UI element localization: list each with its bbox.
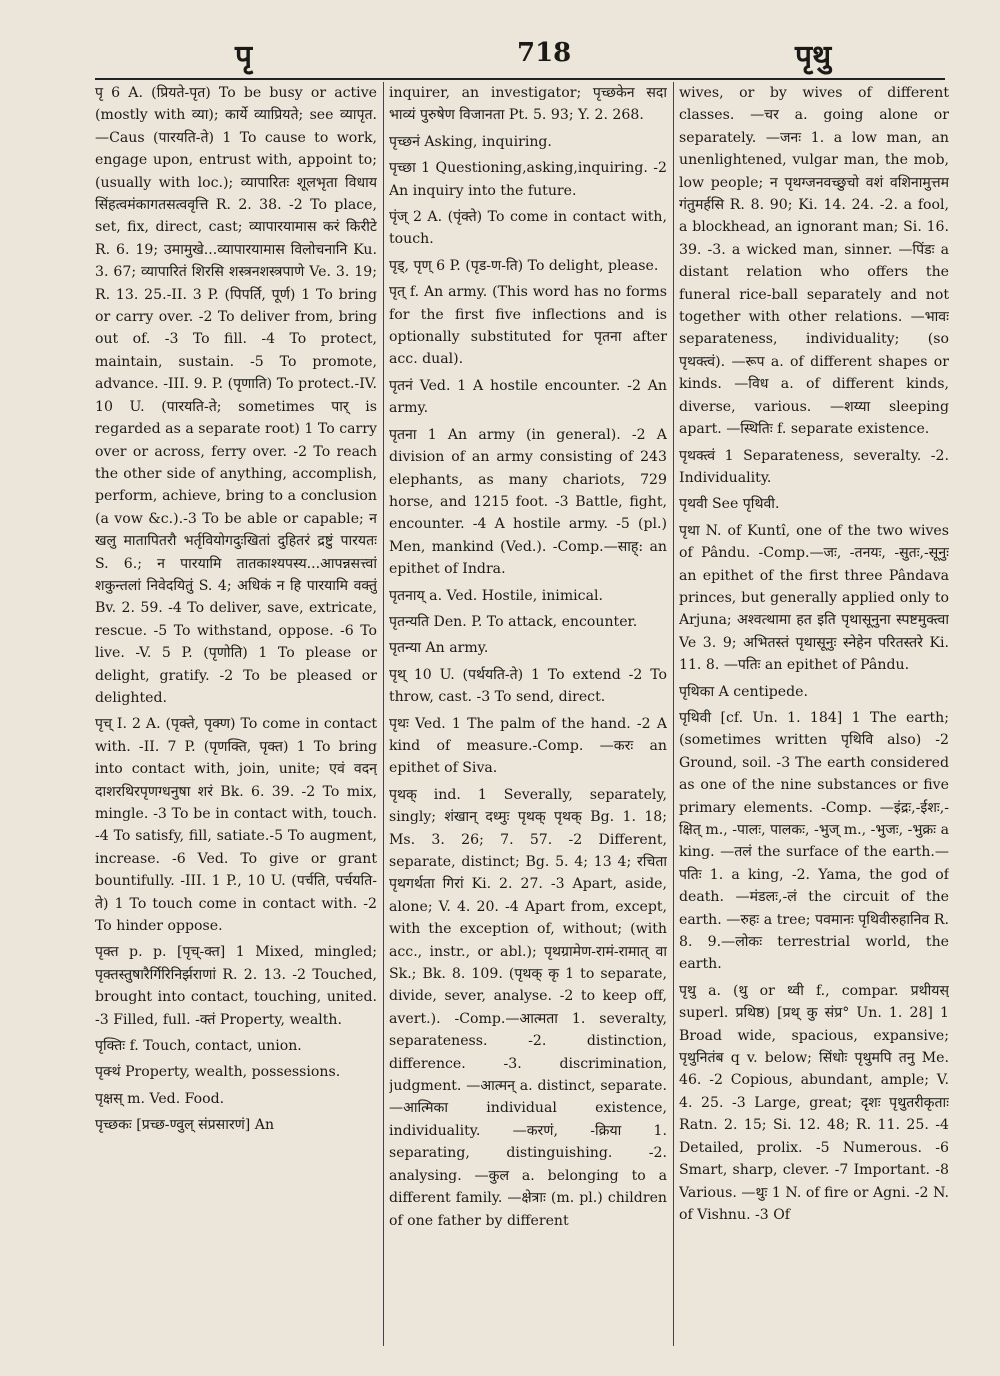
entry: पृड्, पृण् 6 P. (पृड-ण-ति) To delight, please.	[389, 257, 659, 274]
entry: पृ 6 A. (प्रियते-पृत) To be busy or active (mostly with व्या); कार्ये व्याप्रियते; see व्यापृत.—Caus (पारयति-ते) 1 To cause to work, engage upon, entrust with, appoint to; (usually with loc.); व्यापारितः शूलभृता विधाय सिंहत्वमंकागतसत्ववृत्ति R. 2. 38. -2 To place, set, fix, direct, cast; व्यापारयामास करं किरीटे R. 6. 19; उमामुखे...व्यापारयामास विलोचनानि Ku. 3. 67; व्यापारितं शिरसि शस्त्रनशस्त्रपाणे Ve. 3. 19; R. 13. 25.-II. 3 P. (पिपर्ति, पूर्ण) 1 To bring or carry over. -2 To deliver from, bring out of. -3 To fill. -4 To protect, maintain, sustain. -5 To promote, advance. -III. 9. P. (पृणाति) To protect.-IV. 10 U. (पारयति-ते; sometimes पार् is regarded as a separate root) 1 To carry over or across, ferry over. -2 To reach the other side of anything, accomplish, perform, achieve, bring to a conclusion (a vow &c.).-3 To be able or capable; न खलु मातापितरौ भर्तृवियोगदुःखितां दुहितरं द्रष्टुं पारयतः S. 6.; न पारयामि तातकाश्यपस्य...आपन्नसत्त्वां शकुन्तलां निवेदयितुं S. 4; अधिकं न हि पारयामि वक्तुं Bv. 2. 59. -4 To deliver, save, extricate, rescue. -5 To withstand, oppose. -6 To live. -V. 5 P. (पृणोति) 1 To please or delight, gratify. -2 To be pleased or delighted.	[95, 85, 377, 706]
right-guide-word: पृथु	[795, 39, 832, 74]
entry: inquirer, an investigator; पृच्छकेन सदा भाव्यं पुरुषेण विजानता Pt. 5. 93; Y. 2. 268.	[389, 85, 667, 124]
entry: पृक्थं Property, wealth, possessions.	[95, 1064, 341, 1081]
entry: पृथा N. of Kuntî, one of the two wives of Pându. -Comp.—जः, -तनयः, -सुतः,-सूनुः an epithet of the first three Pândava princes, but generally applied only to Arjuna; अश्वत्थामा हत इति पृथासूनुना स्पष्टमुक्त्वा Ve 3. 9; अभितस्तं पृथासूनुः स्नेहेन परितस्तरे Ki. 11. 8. —पतिः an epithet of Pându.	[679, 522, 949, 674]
column-divider	[383, 82, 384, 1346]
entry: पृतन्यति Den. P. To attack, encounter.	[389, 613, 638, 630]
entry: पृतन्या An army.	[389, 640, 489, 657]
entry: पृथक्त्वं 1 Separateness, severalty. -2. Individuality.	[679, 447, 949, 486]
entry: पृच्छकः [प्रच्छ-ण्वुल् संप्रसारणं] An	[95, 1117, 275, 1134]
entry: पृक्षस् m. Ved. Food.	[95, 1090, 225, 1107]
entry: पृतनाय् a. Ved. Hostile, inimical.	[389, 587, 603, 604]
column-divider	[673, 82, 674, 1346]
page-number: 718	[517, 38, 572, 68]
entry: पृत् f. An army. (This word has no forms for the first five inflections and is optionally substituted for पृतना after acc. dual).	[389, 284, 667, 368]
column-3	[679, 82, 949, 1346]
column-2	[389, 82, 667, 1346]
entry: wives, or by wives of different classes. —चर a. going alone or separately. —जनः 1. a low man, an unenlightened, vulgar man, the mob, low people; न पृथग्जनवच्छुचो वशं वशिनामुत्तम गंतुमर्हसि R. 8. 90; Ki. 14. 24. -2. a fool, a blockhead, an ignorant man; Si. 16. 39. -3. a wicked man, sinner. —पिंडः a distant relation who offers the funeral rice-ball separately and not together with other relations. —भावः separateness, individuality; (so पृथक्त्वं). —रूप a. of different shapes or kinds. —विध a. of different kinds, diverse, various. —शय्या sleeping apart. —स्थितिः f. separate existence.	[679, 85, 949, 438]
entry: पृतना 1 An army (in general). -2 A division of an army consisting of 243 elephants, as many chariots, 729 horse, and 1215 foot. -3 Battle, fight, encounter. -4 A hostile army. -5 (pl.) Men, mankind (Ved.). -Comp.—साह्: an epithet of Indra.	[389, 426, 667, 578]
entry: पृथिका A centipede.	[679, 683, 808, 700]
entry: पृतनं Ved. 1 A hostile encounter. -2 An army.	[389, 377, 667, 417]
entry: पृथः Ved. 1 The palm of the hand. -2 A kind of measure.-Comp. —करः an epithet of Siva.	[389, 715, 667, 777]
entry: पृक्त p. p. [पृच्-क्त] 1 Mixed, mingled; पृक्तस्तुषारैर्गिरिनिर्झराणां R. 2. 13. -2 Touched, brought into contact, touching, united. -3 Filled, full. -क्तं Property, wealth.	[95, 944, 377, 1028]
page-header	[95, 28, 945, 76]
entry: पृंज् 2 A. (पृंक्ते) To come in contact with, touch.	[389, 209, 667, 248]
header-rule	[95, 78, 945, 80]
entry: पृच्छा 1 Questioning,asking,inquiring. -2 An inquiry into the future.	[389, 160, 667, 199]
entry: पृच्छनं Asking, inquiring.	[389, 133, 552, 150]
left-guide-word: पृ	[235, 39, 253, 74]
entry: पृथु a. (थु or थ्वी f., compar. प्रथीयस् superl. प्रथिष्ठ) [प्रथ् कु संप्र° Un. 1. 28] 1 Broad wide, spacious, expansive; पृथुनितंब q v. below; सिंधोः पृथुमपि तनु Me. 46. -2 Copious, abundant, ample; V. 4. 25. -3 Large, great; दृशः पृथुतरीकृताः Ratn. 2. 15; Si. 12. 48; R. 11. 25. -4 Detailed, prolix. -5 Numerous. -6 Smart, sharp, clever. -7 Important. -8 Various. —थुः 1 N. of fire or Agni. -2 N. of Vishnu. -3 Of	[679, 982, 949, 1223]
entry: पृथक् ind. 1 Severally, separately, singly; शंखान् दध्मुः पृथक् पृथक् Bg. 1. 18; Ms. 3. 26; 7. 57. -2 Different, separate, distinct; Bg. 5. 4; 13 4; रचिता पृथगर्थता गिरां Ki. 2. 27. -3 Apart, aside, alone; V. 4. 20. -4 Apart from, except, with the exception of, without; (with acc., instr., or abl.); पृथग्रामेण-रामं-रामात् वा Sk.; Bk. 8. 109. (पृथक् कृ 1 to separate, divide, sever, analyse. -2 to keep off, avert.). -Comp.—आत्मता 1. severalty, separateness. -2. distinction, difference. -3. discrimination, judgment. —आत्मन् a. distinct, separate.—आत्मिका individual existence, individuality. —करणं, -क्रिया 1. separating, distinguishing. -2. analysing. —कुल a. belonging to a different family. —क्षेत्राः (m. pl.) children of one father by different	[389, 786, 667, 1229]
entry: पृथिवी [cf. Un. 1. 184] 1 The earth; (sometimes written पृथिवि also) -2 Ground, soil. -3 The earth considered as one of the nine substances or five primary elements. -Comp. —इंद्रः,-ईशः,-क्षित् m., -पालः, पालकः, -भुज् m., -भुजः, -भुक्रः a king. —तलं the surface of the earth.—पतिः 1. a king, -2. Yama, the god of death. —मंडलः,-लं the circuit of the earth. —रुहः a tree; पवमानः पृथिवीरुहानिव R. 8. 9.—लोकः terrestrial world, the earth.	[679, 709, 949, 973]
entry: पृथवी See पृथिवी.	[679, 496, 780, 513]
entry: पृथ् 10 U. (पर्थयति-ते) 1 To extend -2 To throw, cast. -3 To send, direct.	[389, 666, 667, 706]
entry: पृच् I. 2 A. (पृक्ते, पृक्ण) To come in contact with. -II. 7 P. (पृणक्ति, पृक्त) 1 To bring into contact with, join, unite; एवं वदन् दाशरथिरपृणग्धनुषा शरं Bk. 6. 39. -2 To mix, mingle. -3 To be in contact with, touch. -4 To satisfy, fill, satiate.-5 To augment, increase. -6 Ved. To give or grant bountifully. -III. 1 P., 10 U. (पर्चति, पर्चयति-ते) 1 To touch come in contact with. -2 To hinder oppose.	[95, 716, 377, 935]
entry: पृक्तिः f. Touch, contact, union.	[95, 1038, 302, 1055]
column-1	[95, 82, 377, 1346]
